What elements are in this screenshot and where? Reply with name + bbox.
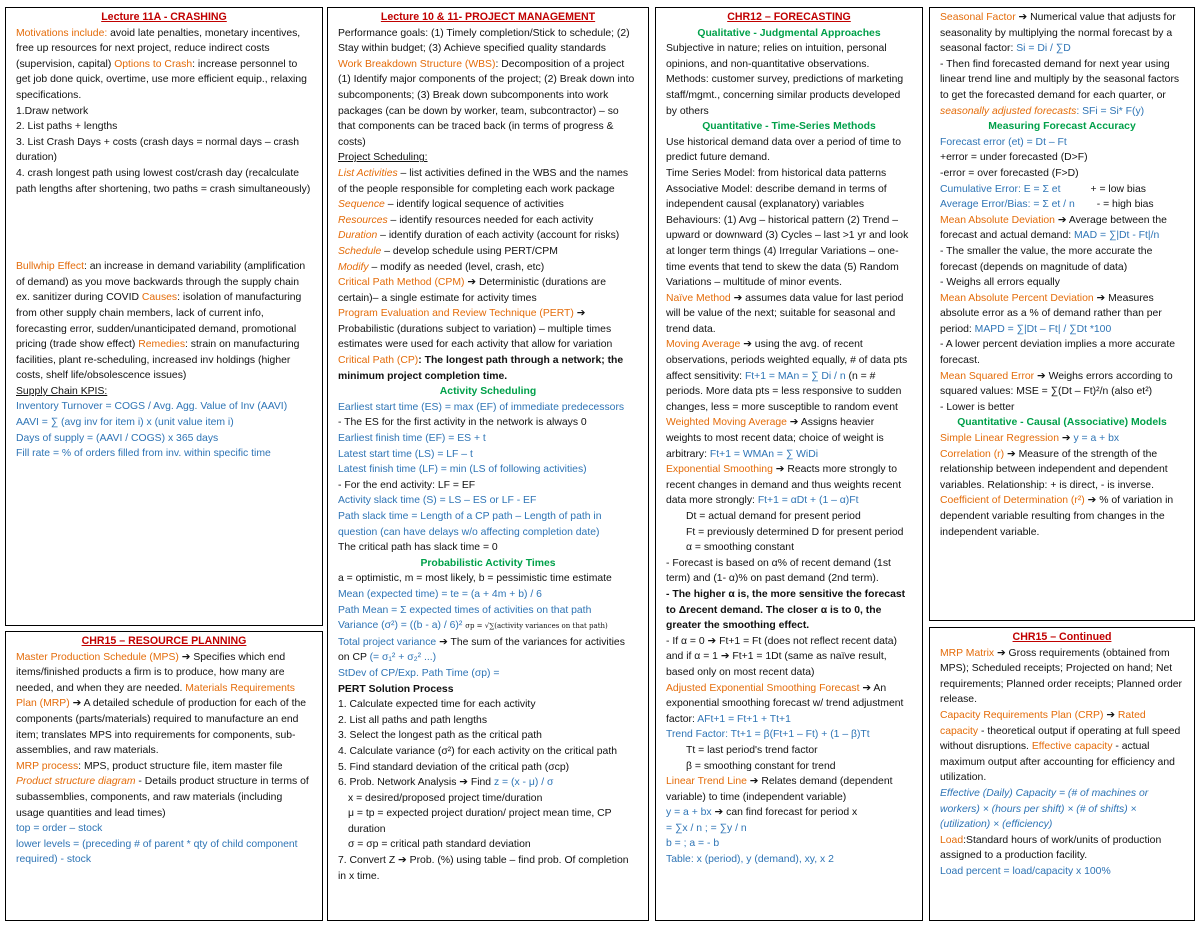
schedule: Schedule – develop schedule using PERT/CPM [338, 245, 558, 257]
mad-note-1: - The smaller the value, the more accurate the forecast (depends on magnitude of data) [940, 245, 1153, 273]
crashing-title: Lecture 11A - CRASHING [101, 11, 227, 23]
crp: Capacity Requirements Plan (CRP) ➔ Rated capacity - theoretical output if operating at full speed without disruptions. Effective capacity - actual maximum output after accounting for efficiency and utilization. [940, 709, 1181, 784]
chr15-continued-panel [929, 627, 1195, 921]
time-series-model: Time Series Model: from historical data patterns [666, 167, 887, 179]
wbs-text: Work Breakdown Structure (WBS): Decomposition of a project (1) Identify major components of the project; (2) Break down into subcomponents; (3) Break down subcomponents into work packages (can be down by worker, team, subcontractor) – so that components can be traced back (in terms of progress & costs) [338, 58, 635, 148]
qualitative-text: Subjective in nature; relies on intuition, personal opinions, and non-quantitative observations. [666, 43, 887, 70]
forecasting-panel [655, 7, 923, 921]
crash-step-1: 1.Draw network [16, 105, 89, 117]
resources: Resources – identify resources needed for each activity [338, 214, 594, 226]
mapd-note: - A lower percent deviation implies a more accurate forecast. [940, 339, 1176, 367]
ba-formula: b = ; a = - b [666, 838, 720, 850]
seasonal-adjusted: - Then find forecasted demand for next year using linear trend line and multiply by the seasonal factors to get the forecasted demand for each quarter, or seasonally adjusted forecasts: SFi = Si* F(y) [940, 58, 1180, 117]
methods-text: Methods: customer survey, predictions of marketing staff/mgmt., concerning similar products developed by others [666, 74, 904, 117]
tt-definition: Tt = last period's trend factor [686, 744, 818, 756]
mapd: Mean Absolute Percent Deviation ➔ Measures absolute error as a % of demand rather than per period: MAPD = ∑|Dt – Ft| / ∑Dt *100 [940, 292, 1162, 335]
sum-formulas: = ∑x / n ; = ∑y / n [666, 822, 747, 834]
project-management-panel [327, 7, 649, 921]
mrp-process: MRP process: MPS, product structure file, item master file [16, 760, 283, 772]
stdev-cp: StDev of CP/Exp. Path Time (σp) = [338, 667, 500, 679]
activity-slack: Activity slack time (S) = LS – ES or LF - EF [338, 495, 537, 507]
alpha-extremes: - If α = 0 ➔ Ft+1 = Ft (does not reflect recent data) and if α = 1 ➔ Ft+1 = 1Dt (same as naïve result, based only on most recent data) [666, 635, 897, 678]
variance: Variance (σ²) = ((b - a) / 6)² σp = √∑(activity variances on that path) [338, 620, 608, 632]
load: Load:Standard hours of work/units of production assigned to a production facility. [940, 834, 1162, 862]
pert-step-3: 3. Select the longest path as the critical path [338, 730, 542, 742]
correlation: Correlation (r) ➔ Measure of the strength of the relationship between independent and dependent variables. Relationship: + is direct, - is inverse. [940, 448, 1168, 491]
negative-error: -error = over forecasted (F>D) [940, 167, 1079, 179]
latest-finish: Latest finish time (LF) = min (LS of following activities) [338, 464, 587, 476]
kpi-inventory-turnover: Inventory Turnover = COGS / Avg. Agg. Value of Inv (AAVI) [16, 401, 288, 413]
pert-step-6-x: x = desired/proposed project time/duration [348, 792, 543, 804]
kpi-aavi: AAVI = ∑ (avg inv for item i) x (unit value item i) [16, 417, 234, 429]
crashing-panel [5, 7, 323, 626]
linear-trend-line: Linear Trend Line ➔ Relates demand (dependent variable) to time (independent variable) [666, 776, 893, 803]
trend-factor: Trend Factor: Tt+1 = β(Ft+1 – Ft) + (1 – β)Tt [666, 729, 870, 741]
mad: Mean Absolute Deviation ➔ Average between the forecast and actual demand: MAD = ∑|Dt - Ft|/n [940, 214, 1167, 242]
resource-planning-title: CHR15 – RESOURCE PLANNING [81, 635, 247, 647]
dt-definition: Dt = actual demand for present period [686, 511, 861, 522]
table-note: Table: x (period), y (demand), xy, x 2 [666, 854, 834, 866]
simple-linear-regression: Simple Linear Regression ➔ y = a + bx [940, 433, 1120, 445]
time-series-title: Quantitative - Time-Series Methods [702, 121, 876, 133]
cumulative-error: Cumulative Error: E = Σ et + = low bias [940, 183, 1146, 195]
crash-step-4: 4. crash longest path using lowest cost/crash day (recalculate path lengths after shortening, two paths = crash simultaneously) [16, 167, 311, 195]
accuracy-title: Measuring Forecast Accuracy [988, 121, 1136, 133]
cpm-text: Critical Path Method (CPM) ➔ Deterministic (durations are certain)– a single estimate for activity times [338, 277, 606, 304]
linear-formula: y = a + bx ➔ can find forecast for period x [666, 807, 858, 819]
mse-note: - Lower is better [940, 401, 1015, 413]
pert-step-6-mu: μ = tp = expected project duration/ project mean time, CP duration [348, 808, 612, 835]
project-management-title: Lecture 10 & 11- PROJECT MANAGEMENT [380, 11, 596, 23]
resource-planning-panel [5, 631, 323, 921]
pert-step-6: 6. Prob. Network Analysis ➔ Find z = (x - μ) / σ [338, 777, 554, 789]
kpi-fill-rate: Fill rate = % of orders filled from inv. within specific time [16, 448, 271, 460]
earliest-start: Earliest start time (ES) = max (EF) of immediate predecessors [338, 401, 625, 413]
spacer [16, 197, 312, 259]
average-error: Average Error/Bias: = Σ et / n - = high bias [940, 199, 1154, 211]
seasonal-accuracy-panel [929, 7, 1195, 621]
moving-average: Moving Average ➔ using the avg. of recent observations, periods weighted equally, # of data pts affect sensitivity: Ft+1 = MAn = ∑ Di / n (n = # periods. More data pts = less responsive to sudden changes, less = more susceptible to random event [666, 339, 908, 413]
performance-goals: Performance goals: (1) Timely completion/Stick to schedule; (2) Stay within budget; (3) Achieve specified quality standards [338, 27, 630, 55]
mean-expected-time: Mean (expected time) = te = (a + 4m + b) / 6 [338, 588, 542, 600]
kpi-days-supply: Days of supply = (AAVI / COGS) x 365 days [16, 432, 219, 444]
coefficient-determination: Coefficient of Determination (r²) ➔ % of variation in dependent variable resulting from changes in the independent variable. [940, 495, 1174, 538]
naive-method: Naïve Method ➔ assumes data value for last period will be value of the next; suitable for seasonal and trend data. [666, 292, 904, 335]
path-mean: Path Mean = Σ expected times of activities on that path [338, 604, 592, 616]
beta-definition: β = smoothing constant for trend [686, 760, 836, 772]
top-formula: top = order – stock [16, 823, 103, 835]
crash-step-2: 2. List paths + lengths [16, 121, 118, 133]
forecast-error: Forecast error (et) = Dt – Ft [940, 136, 1067, 148]
cp-slack: The critical path has slack time = 0 [338, 542, 498, 554]
qualitative-title: Qualitative - Judgmental Approaches [697, 27, 881, 39]
modify: Modify – modify as needed (level, crash, etc) [338, 261, 545, 273]
list-activities: List Activities – list activities defined in the WBS and the names of the people responsible for completing each work package [338, 167, 629, 195]
crash-step-3: 3. List Crash Days + costs (crash days = normal days – crash duration) [16, 136, 299, 164]
kpi-title: Supply Chain KPIS: [16, 385, 108, 397]
historical-text: Use historical demand data over a period of time to predict future demand. [666, 136, 902, 164]
effective-capacity: Effective (Daily) Capacity = (# of machines or workers) × (hours per shift) × (# of shifts) × (utilization) × (efficiency) [940, 787, 1149, 831]
causal-title: Quantitative - Causal (Associative) Models [957, 417, 1167, 429]
lower-levels-formula: lower levels = (preceding # of parent * qty of child component required) - stock [16, 838, 298, 866]
activity-scheduling-title: Activity Scheduling [439, 386, 537, 398]
earliest-finish: Earliest finish time (EF) = ES + t [338, 433, 486, 445]
mad-note-2: - Weighs all errors equally [940, 277, 1060, 289]
pert-step-6-sigma: σ = σp = critical path standard deviation [348, 839, 531, 851]
project-scheduling-title: Project Scheduling: [338, 152, 428, 164]
load-percent: Load percent = load/capacity x 100% [940, 865, 1111, 877]
forecasting-title: CHR12 – FORECASTING [727, 11, 851, 23]
bullwhip-text: Bullwhip Effect: an increase in demand variability (amplification of demand) as you move backwards through the supply chain ex. sanitizer during COVID Causes: isolation of manufacturing from other supply chain members, lack of current info, forecasting error, sudden/unanticipated demand, promotional pricing (trade show effect) Remedies: strain on manufacturing facilities, plant re-scheduling, increased inv holdings (higher costs, shelf life/obsolescence issues) [16, 261, 306, 382]
mrp-matrix: MRP Matrix ➔ Gross requirements (obtained from MPS); Scheduled receipts; Projected on hand; Net requirements; Planned order receipts; Planned order release. [940, 647, 1183, 706]
pert-step-2: 2. List all paths and path lengths [338, 714, 488, 726]
higher-alpha: - The higher α is, the more sensitive the forecast to Δrecent demand. The closer α is to 0, the greater the smoothing effect. [666, 588, 906, 632]
total-project-variance: Total project variance ➔ The sum of the variances for activities on CP (= σ₁² + σ₂² ...) [338, 636, 625, 664]
pert-solution-title: PERT Solution Process [338, 683, 454, 695]
pert-text: Program Evaluation and Review Technique (PERT) ➔ Probabilistic (durations subject to variation) – multiple times estimates were used for each activity that allow for variation Critical Path (CP): The longest path through a network; the minimum project completion time. [338, 308, 624, 382]
aml-definition: a = optimistic, m = most likely, b = pessimistic time estimate [338, 573, 612, 585]
weighted-moving-average: Weighted Moving Average ➔ Assigns heavier weights to most recent data; choice of weight is arbitrary: Ft+1 = WMAn = ∑ WiDi [666, 417, 884, 460]
earliest-start-note: - The ES for the first activity in the network is always 0 [338, 417, 587, 429]
seasonal-factor: Seasonal Factor ➔ Numerical value that adjusts for seasonality by multiplying the normal forecast by a seasonal factor: Si = Di / ∑D [940, 12, 1176, 55]
pert-step-1: 1. Calculate expected time for each activity [338, 699, 536, 711]
duration: Duration – identify duration of each activity (account for risks) [338, 230, 620, 242]
pert-step-7: 7. Convert Z ➔ Prob. (%) using table – find prob. Of completion in x time. [338, 855, 629, 882]
latest-start: Latest start time (LS) = LF – t [338, 448, 473, 460]
mse: Mean Squared Error ➔ Weighs errors according to squared values: MSE = ∑(Dt – Ft)²/n (also et²) [940, 370, 1173, 398]
latest-finish-note: - For the end activity: LF = EF [338, 479, 476, 491]
positive-error: +error = under forecasted (D>F) [940, 152, 1088, 164]
product-structure: Product structure diagram - Details product structure in terms of subassemblies, components, and raw materials (including usage quantities and lead times) [16, 776, 309, 819]
associative-model: Associative Model: describe demand in terms of independent causal (explanatory) variables [666, 183, 887, 211]
ft-definition: Ft = previously determined D for present period [686, 526, 904, 538]
forecast-basis: - Forecast is based on α% of recent demand (1st term) and (1- α)% on past demand (2nd term). [666, 557, 891, 585]
exponential-smoothing: Exponential Smoothing ➔ Reacts more strongly to recent changes in demand and thus weights recent data more strongly: Ft+1 = αDt + (1 – α)Ft [666, 464, 902, 507]
path-slack: Path slack time = Length of a CP path – Length of path in question (can have delays w/o affecting completion date) [338, 511, 602, 538]
pert-step-4: 4. Calculate variance (σ²) for each activity on the critical path [338, 745, 617, 757]
pert-step-5: 5. Find standard deviation of the critical path (σcp) [338, 761, 570, 773]
probabilistic-title: Probabilistic Activity Times [420, 557, 556, 569]
behaviours: Behaviours: (1) Avg – historical pattern (2) Trend – upward or downward (3) Cycles – last >1 yr and look at longer term things (4) Irregular Variations – one-time events that tend to skew the data (5) Random Variations – multitude of minor events. [666, 214, 909, 289]
mps-mrp-text: Master Production Schedule (MPS) ➔ Specifies which end items/finished products a firm is to produce, how many are needed, and when they are needed. Materials Requirements Plan (MRP) ➔ A detailed schedule of production for each of the components (parts/materials) required to manufacture an end item; translates MPS into requirements for components, sub-assemblies, and raw materials. [16, 651, 307, 757]
sequence: Sequence – identify logical sequence of activities [338, 199, 564, 211]
chr15-continued-title: CHR15 – Continued [1012, 631, 1112, 643]
alpha-definition: α = smoothing constant [686, 542, 794, 554]
adjusted-exp-smoothing: Adjusted Exponential Smoothing Forecast ➔ An exponential smoothing forecast w/ trend adjustment factor: AFt+1 = Ft+1 + Tt+1 [666, 682, 904, 725]
motivations-text: Motivations include: avoid late penalties, monetary incentives, free up resources for next project, reduce indirect costs (supervision, capital) Options to Crash: increase personnel to get job done quick, overtime, use more efficient equip., relaxing specifications. [16, 27, 307, 101]
